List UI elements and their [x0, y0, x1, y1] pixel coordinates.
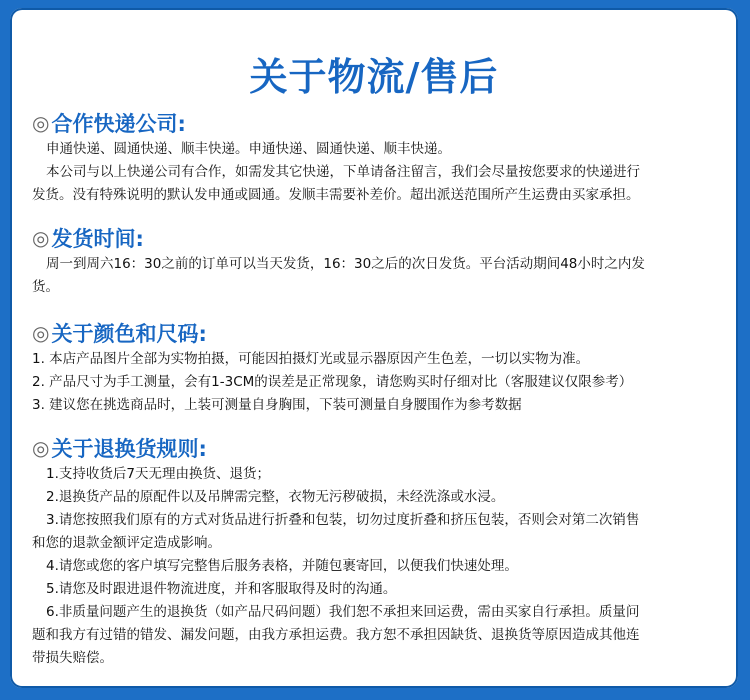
body-line: 5.请您及时跟进退件物流进度，并和客服取得及时的沟通。	[46, 581, 397, 597]
body-line: 2. 产品尺寸为手工测量，会有1-3CM的误差是正常现象，请您购买时仔细对比（客服建议仅限参考）	[32, 374, 633, 390]
section-body	[32, 138, 724, 207]
section-heading	[32, 433, 724, 463]
section-body	[32, 253, 724, 299]
body-line: 货。	[32, 279, 59, 295]
body-line: 发货。没有特殊说明的默认发申通或圆通。发顺丰需要补差价。超出派送范围所产生运费由买家承担。	[32, 187, 640, 203]
section-heading-text: 发货时间:	[51, 227, 144, 251]
page-title: 关于物流/售后	[249, 55, 499, 99]
body-line: 6.非质量问题产生的退换货（如产品尺码问题）我们恕不承担来回运费，需由买家自行承担。质量问	[46, 604, 640, 620]
body-line: 2.退换货产品的原配件以及吊牌需完整，衣物无污秽破损，未经洗涤或水浸。	[46, 489, 505, 505]
body-line: 周一到周六16：30之前的订单可以当天发货，16：30之后的次日发货。平台活动期间48小时之内发	[46, 256, 645, 272]
section-body	[32, 348, 724, 417]
section-heading	[32, 223, 724, 253]
body-line: 1. 本店产品图片全部为实物拍摄，可能因拍摄灯光或显示器原因产生色差，一切以实物为准。	[32, 351, 590, 367]
body-line: 带损失赔偿。	[32, 650, 113, 666]
double-circle-icon: ◎	[32, 111, 50, 135]
section-shipping-time	[32, 223, 724, 299]
section-return-policy	[32, 433, 724, 670]
section-heading	[32, 108, 724, 138]
section-body	[32, 463, 724, 670]
double-circle-icon: ◎	[32, 436, 50, 460]
body-line: 3.请您按照我们原有的方式对货品进行折叠和包装，切勿过度折叠和挤压包装，否则会对第二次销售	[46, 512, 640, 528]
section-heading-text: 合作快递公司:	[51, 112, 186, 136]
body-line: 题和我方有过错的错发、漏发问题，由我方承担运费。我方恕不承担因缺货、退换货等原因造成其他连	[32, 627, 640, 643]
body-line: 本公司与以上快递公司有合作，如需发其它快递，下单请备注留言，我们会尽量按您要求的快递进行	[46, 164, 640, 180]
body-line: 3. 建议您在挑选商品时，上装可测量自身胸围，下装可测量自身腰围作为参考数据	[32, 397, 522, 413]
section-color-size	[32, 318, 724, 417]
body-line: 和您的退款金额评定造成影响。	[32, 535, 221, 551]
body-line: 4.请您或您的客户填写完整售后服务表格，并随包裹寄回，以便我们快速处理。	[46, 558, 518, 574]
body-line: 申通快递、圆通快递、顺丰快递。申通快递、圆通快递、顺丰快递。	[46, 141, 451, 157]
section-heading-text: 关于颜色和尺码:	[51, 322, 207, 346]
content-panel	[10, 8, 738, 688]
section-courier-companies	[32, 108, 724, 207]
double-circle-icon: ◎	[32, 226, 50, 250]
section-heading	[32, 318, 724, 348]
double-circle-icon: ◎	[32, 321, 50, 345]
body-line: 1.支持收货后7天无理由换货、退货；	[46, 466, 270, 482]
section-heading-text: 关于退换货规则:	[51, 437, 207, 461]
